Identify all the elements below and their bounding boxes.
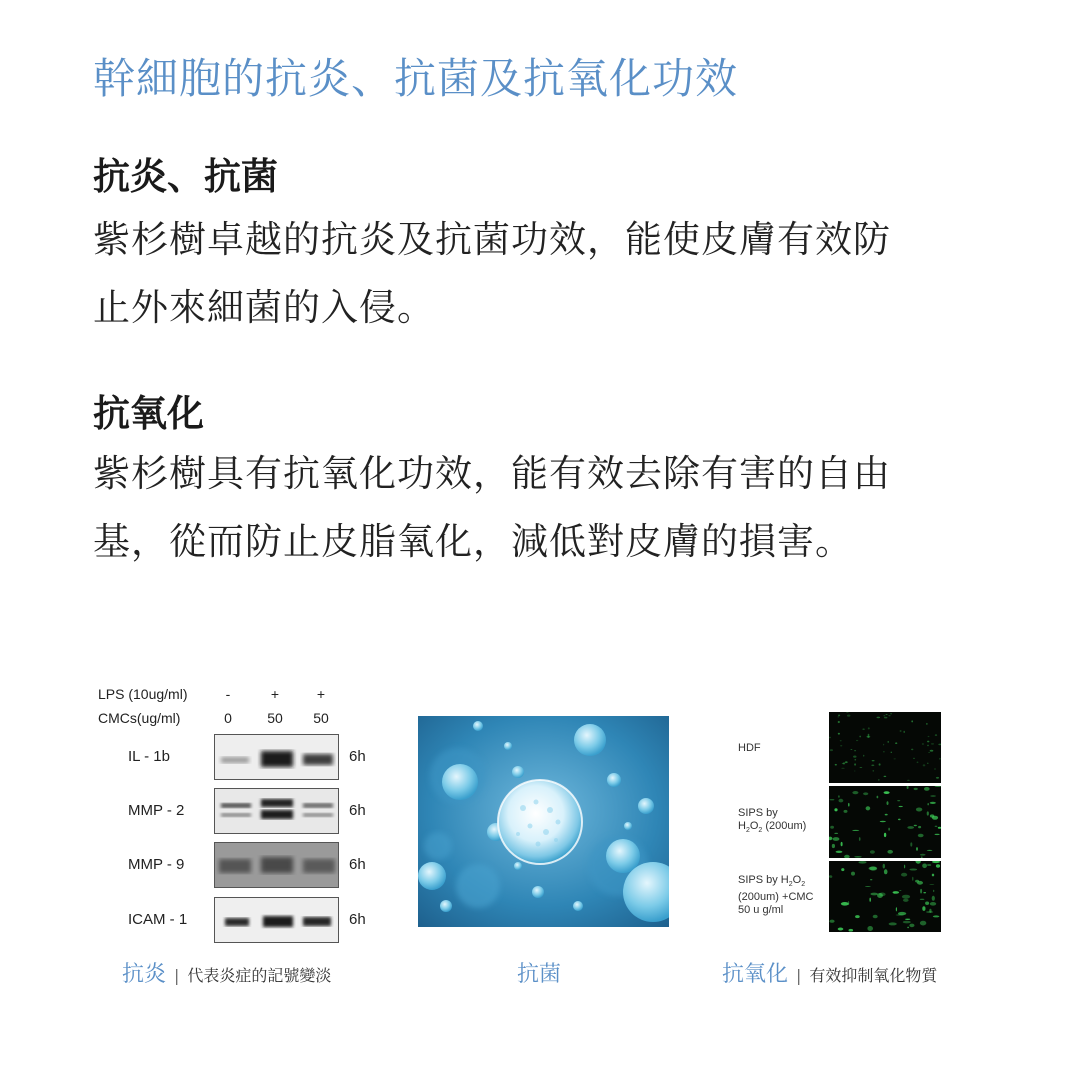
fluorescence-speckle xyxy=(872,760,875,761)
fluorescence-speckle xyxy=(933,915,940,917)
caption-note: 代表炎症的記號變淡 xyxy=(187,966,332,985)
fluorescence-speckle xyxy=(920,899,925,900)
fluorescence-speckle xyxy=(927,803,929,805)
fluorescence-speckle xyxy=(930,796,936,797)
section-paragraph-antioxidant xyxy=(93,440,993,576)
fluorescence-speckle xyxy=(932,896,935,901)
fluorescence-speckle xyxy=(929,884,934,885)
fluorescence-speckle xyxy=(927,865,931,866)
fluorescence-speckle xyxy=(870,850,875,853)
fluorescence-speckle xyxy=(922,743,924,744)
fluorescence-speckle xyxy=(840,746,842,747)
fluo-image-sips-cmc xyxy=(829,861,941,932)
fluorescence-speckle xyxy=(927,763,928,764)
fluorescence-speckle xyxy=(928,752,929,753)
fluorescence-speckle xyxy=(833,837,840,841)
fluorescence-speckle xyxy=(877,717,881,719)
fluorescence-speckle xyxy=(923,892,926,893)
fluorescence-speckle xyxy=(905,919,910,920)
fluorescence-speckle xyxy=(923,764,926,766)
fluorescence-speckle xyxy=(935,786,941,787)
fluorescence-speckle xyxy=(883,715,885,717)
fluorescence-speckle xyxy=(917,881,923,885)
fluorescence-speckle xyxy=(830,826,834,829)
blot-label-mmp2: MMP - 2 xyxy=(128,802,185,819)
fluorescence-speckle xyxy=(926,723,927,725)
fluorescence-speckle xyxy=(829,920,834,923)
fluorescence-speckle xyxy=(832,844,835,848)
fluorescence-speckle xyxy=(868,734,870,736)
fluorescence-speckle xyxy=(868,727,870,729)
fluorescence-speckle xyxy=(883,864,885,869)
fluorescence-speckle xyxy=(867,926,873,931)
fluorescence-speckle xyxy=(880,821,886,822)
fluorescence-speckle xyxy=(865,886,871,887)
fluorescence-speckle xyxy=(860,767,863,768)
fluorescence-speckle xyxy=(841,902,849,906)
fluorescence-speckle xyxy=(884,717,887,719)
fluorescence-speckle xyxy=(873,915,878,919)
fluorescence-speckle xyxy=(869,898,871,902)
fluorescence-speckle xyxy=(907,786,909,789)
fluorescence-speckle xyxy=(884,791,890,794)
fluorescence-speckle xyxy=(909,869,917,871)
paragraph-line: 止外來細菌的入侵。 xyxy=(93,286,435,329)
fluorescence-speckle xyxy=(932,816,938,820)
fluorescence-speckle xyxy=(891,752,892,753)
fluorescence-speckle xyxy=(859,736,861,738)
fluorescence-speckle xyxy=(927,741,929,743)
fluorescence-speckle xyxy=(920,854,926,856)
fluorescence-speckle xyxy=(870,893,878,896)
fluorescence-speckle xyxy=(927,745,929,747)
fluorescence-speckle xyxy=(933,890,934,892)
fluorescence-speckle xyxy=(930,802,936,804)
blot-icam1 xyxy=(214,897,339,943)
fluorescence-speckle xyxy=(830,799,835,800)
fluo-label-line: 50 u g/ml xyxy=(738,904,784,917)
fluorescence-speckle xyxy=(830,749,833,751)
fluorescence-speckle xyxy=(938,744,941,746)
fluorescence-speckle xyxy=(838,928,844,931)
page-title: 幹細胞的抗炎、抗菌及抗氧化功效 xyxy=(93,54,739,103)
fluo-image-sips xyxy=(829,786,941,858)
fluorescence-speckle xyxy=(850,749,852,750)
fluorescence-speckle xyxy=(884,776,887,777)
blot-time: 6h xyxy=(349,856,366,873)
fluorescence-speckle xyxy=(867,736,871,738)
fluorescence-speckle xyxy=(863,755,864,757)
fluorescence-speckle xyxy=(888,741,889,743)
caption-note: 有效抑制氧化物質 xyxy=(809,966,938,985)
fluorescence-speckle xyxy=(841,842,843,846)
fluorescence-speckle xyxy=(852,791,858,794)
western-blot-figure xyxy=(98,686,398,946)
section-heading-anti-inflammation: 抗炎、抗菌 xyxy=(93,154,278,198)
fluorescence-speckle xyxy=(877,893,883,898)
fluorescence-speckle xyxy=(935,834,940,835)
fluo-label-line: SIPS by xyxy=(738,807,778,819)
fluorescence-speckle xyxy=(907,927,909,929)
fluorescence-speckle xyxy=(911,749,913,751)
fluorescence-speckle xyxy=(838,715,840,717)
caption-separator: | xyxy=(796,966,802,985)
fluorescence-speckle xyxy=(916,861,921,864)
fluorescence-speckle xyxy=(846,712,849,713)
subscript: 2 xyxy=(745,827,750,835)
caption-antioxidant xyxy=(722,957,937,988)
fluorescence-speckle xyxy=(834,808,837,811)
fluorescence-speckle xyxy=(856,740,858,741)
fluorescence-speckle xyxy=(887,850,893,854)
fluorescence-speckle xyxy=(878,779,880,780)
fluorescence-speckle xyxy=(904,865,905,869)
fluorescence-speckle xyxy=(903,899,909,902)
fluorescence-speckle xyxy=(866,806,871,810)
fluorescence-speckle xyxy=(900,731,902,732)
fluorescence-speckle xyxy=(927,850,933,851)
fluorescence-speckle xyxy=(834,833,838,834)
fluo-label-line: (200um) +CMC xyxy=(738,891,814,904)
lps-value: - xyxy=(225,686,231,702)
fluorescence-speckle xyxy=(939,758,941,760)
fluorescence-speckle xyxy=(845,761,848,763)
fluorescence-speckle xyxy=(854,771,856,772)
fluorescence-speckle xyxy=(896,907,897,911)
fluorescence-speckle xyxy=(851,872,855,876)
fluorescence-speckle xyxy=(917,762,919,764)
fluorescence-speckle xyxy=(927,811,929,815)
blot-time: 6h xyxy=(349,911,366,928)
fluorescence-speckle xyxy=(930,750,934,752)
caption-title: 抗氧化 xyxy=(722,962,789,987)
fluorescence-speckle xyxy=(829,737,831,738)
fluorescence-speckle xyxy=(838,795,840,798)
fluorescence-speckle xyxy=(848,803,849,807)
section-paragraph-anti-inflammation xyxy=(93,206,993,342)
fluorescence-speckle xyxy=(890,713,892,714)
fluorescence-speckle xyxy=(853,756,856,758)
fluo-label-sips xyxy=(738,807,833,837)
lps-label: LPS (10ug/ml) xyxy=(98,686,188,702)
fluorescence-speckle xyxy=(862,728,864,730)
fluorescence-speckle xyxy=(903,731,905,733)
fluorescence-speckle xyxy=(841,868,844,871)
fluorescence-speckle xyxy=(894,758,896,759)
blot-label-icam1: ICAM - 1 xyxy=(128,911,188,928)
fluorescence-speckle xyxy=(879,763,881,765)
cmcs-value: 50 xyxy=(267,710,283,726)
fluorescence-speckle xyxy=(932,874,934,877)
fluorescence-speckle xyxy=(888,715,890,716)
fluorescence-speckle xyxy=(829,837,832,841)
fluorescence-speckle xyxy=(854,750,856,751)
fluorescence-speckle xyxy=(858,861,866,864)
fluorescence-speckle xyxy=(898,819,901,821)
cmcs-label: CMCs(ug/ml) xyxy=(98,710,181,726)
fluorescence-speckle xyxy=(899,806,903,807)
fluorescence-speckle xyxy=(884,833,886,837)
fluorescence-speckle xyxy=(918,826,921,828)
fluorescence-speckle xyxy=(854,856,862,858)
fluo-label-line: SIPS by H xyxy=(738,874,789,886)
subscript: 2 xyxy=(758,827,763,835)
fluorescence-speckle xyxy=(871,765,874,767)
paragraph-line: 紫杉樹具有抗氧化功效，能有效去除有害的自由 xyxy=(93,452,891,495)
fluorescence-speckle xyxy=(914,788,918,790)
caption-title: 抗菌 xyxy=(517,962,562,987)
fluorescence-speckle xyxy=(924,787,930,791)
fluorescence-speckle xyxy=(925,902,929,905)
fluorescence-speckle xyxy=(893,891,900,894)
fluorescence-speckle xyxy=(887,801,889,805)
fluorescence-speckle xyxy=(909,924,914,928)
fluorescence-speckle xyxy=(934,769,936,770)
fluorescence-speckle xyxy=(859,837,861,841)
fluo-label-hdf: HDF xyxy=(738,742,761,754)
fluorescence-speckle xyxy=(920,889,922,894)
fluorescence-speckle xyxy=(910,842,912,846)
paragraph-line: 紫杉樹卓越的抗炎及抗菌功效，能使皮膚有效防 xyxy=(93,218,891,261)
fluorescence-speckle xyxy=(902,895,910,899)
fluorescence-speckle xyxy=(913,758,915,759)
fluorescence-speckle xyxy=(873,770,875,771)
fluo-label-line: H xyxy=(738,820,746,832)
fluorescence-speckle xyxy=(898,912,906,915)
blot-label-mmp9: MMP - 9 xyxy=(128,856,185,873)
lps-value: + xyxy=(316,686,326,702)
fluorescence-speckle xyxy=(844,855,850,858)
fluorescence-speckle xyxy=(916,808,922,812)
fluorescence-speckle xyxy=(877,796,879,799)
fluorescence-speckle xyxy=(907,780,910,781)
fluorescence-speckle xyxy=(935,734,937,736)
fluorescence-speckle xyxy=(938,827,941,829)
fluorescence-speckle xyxy=(918,834,924,837)
fluorescence-speckle xyxy=(841,768,844,769)
fluorescence-speckle xyxy=(931,743,934,744)
fluorescence-speckle xyxy=(855,759,857,761)
fluorescence-speckle xyxy=(849,929,854,932)
fluorescence-speckle xyxy=(838,733,840,735)
subscript: 2 xyxy=(788,881,793,889)
caption-anti-inflammation xyxy=(122,957,331,988)
fluorescence-speckle xyxy=(920,921,926,926)
caption-separator: | xyxy=(174,966,180,985)
caption-anti-bacterial xyxy=(517,957,561,988)
fluorescence-speckle xyxy=(883,744,884,746)
fluo-label-sips-cmc xyxy=(738,874,833,917)
fluo-label-line: O xyxy=(749,820,759,832)
fluorescence-speckle xyxy=(839,799,844,803)
cmcs-value: 50 xyxy=(313,710,329,726)
fluo-image-hdf xyxy=(829,712,941,783)
fluorescence-speckle xyxy=(885,814,888,816)
fluorescence-speckle xyxy=(901,873,907,877)
fluorescence-speckle xyxy=(903,921,911,924)
subscript: 2 xyxy=(801,881,806,889)
bacteria-cell-illustration xyxy=(418,716,669,927)
paragraph-line: 基，從而防止皮脂氧化，減低對皮膚的損害。 xyxy=(93,520,853,563)
fluorescence-speckle xyxy=(835,764,837,766)
fluorescence-speckle xyxy=(888,828,889,831)
fluorescence-speckle xyxy=(889,922,897,925)
blot-mmp2 xyxy=(214,788,339,834)
fluorescence-speckle xyxy=(907,826,914,829)
fluorescence-speckle xyxy=(932,861,940,863)
fluorescence-speckle xyxy=(884,869,888,874)
blot-time: 6h xyxy=(349,802,366,819)
fluorescence-speckle xyxy=(840,740,842,741)
blot-il1b xyxy=(214,734,339,780)
fluorescence-speckle xyxy=(899,890,901,891)
fluorescence-speckle xyxy=(930,902,936,906)
fluorescence-speckle xyxy=(829,875,832,878)
fluorescence-speckle xyxy=(936,864,940,867)
blot-time: 6h xyxy=(349,748,366,765)
fluorescence-speckle xyxy=(935,826,938,827)
fluorescence-speckle xyxy=(854,763,856,765)
fluorescence-figure xyxy=(738,712,948,932)
fluorescence-speckle xyxy=(916,847,918,851)
fluorescence-speckle xyxy=(847,715,850,717)
fluorescence-speckle xyxy=(914,825,917,826)
fluorescence-speckle xyxy=(922,906,925,911)
fluo-label-line: (200um) xyxy=(762,820,807,832)
caption-title: 抗炎 xyxy=(122,962,167,987)
fluorescence-speckle xyxy=(928,736,930,737)
fluorescence-speckle xyxy=(922,864,927,869)
fluorescence-speckle xyxy=(838,716,840,717)
fluorescence-speckle xyxy=(936,777,939,779)
fluorescence-speckle xyxy=(836,851,843,853)
section-heading-antioxidant: 抗氧化 xyxy=(93,391,204,435)
fluorescence-speckle xyxy=(852,830,859,831)
fluorescence-speckle xyxy=(870,879,872,880)
blot-mmp9 xyxy=(214,842,339,888)
fluorescence-speckle xyxy=(897,800,900,801)
fluorescence-speckle xyxy=(869,867,877,871)
fluorescence-speckle xyxy=(843,762,846,764)
blot-label-il1b: IL - 1b xyxy=(128,748,170,765)
fluo-label-line: O xyxy=(792,874,802,886)
fluorescence-speckle xyxy=(863,792,868,795)
fluorescence-speckle xyxy=(844,810,848,813)
fluorescence-speckle xyxy=(929,909,931,913)
lps-value: + xyxy=(270,686,280,702)
cmcs-value: 0 xyxy=(224,710,232,726)
fluorescence-speckle xyxy=(895,742,897,744)
fluorescence-speckle xyxy=(883,751,884,752)
fluorescence-speckle xyxy=(838,721,840,723)
fluorescence-speckle xyxy=(912,877,913,881)
fluorescence-speckle xyxy=(921,856,923,858)
fluorescence-speckle xyxy=(911,720,913,722)
fluorescence-speckle xyxy=(886,714,888,715)
fluorescence-speckle xyxy=(855,915,860,918)
